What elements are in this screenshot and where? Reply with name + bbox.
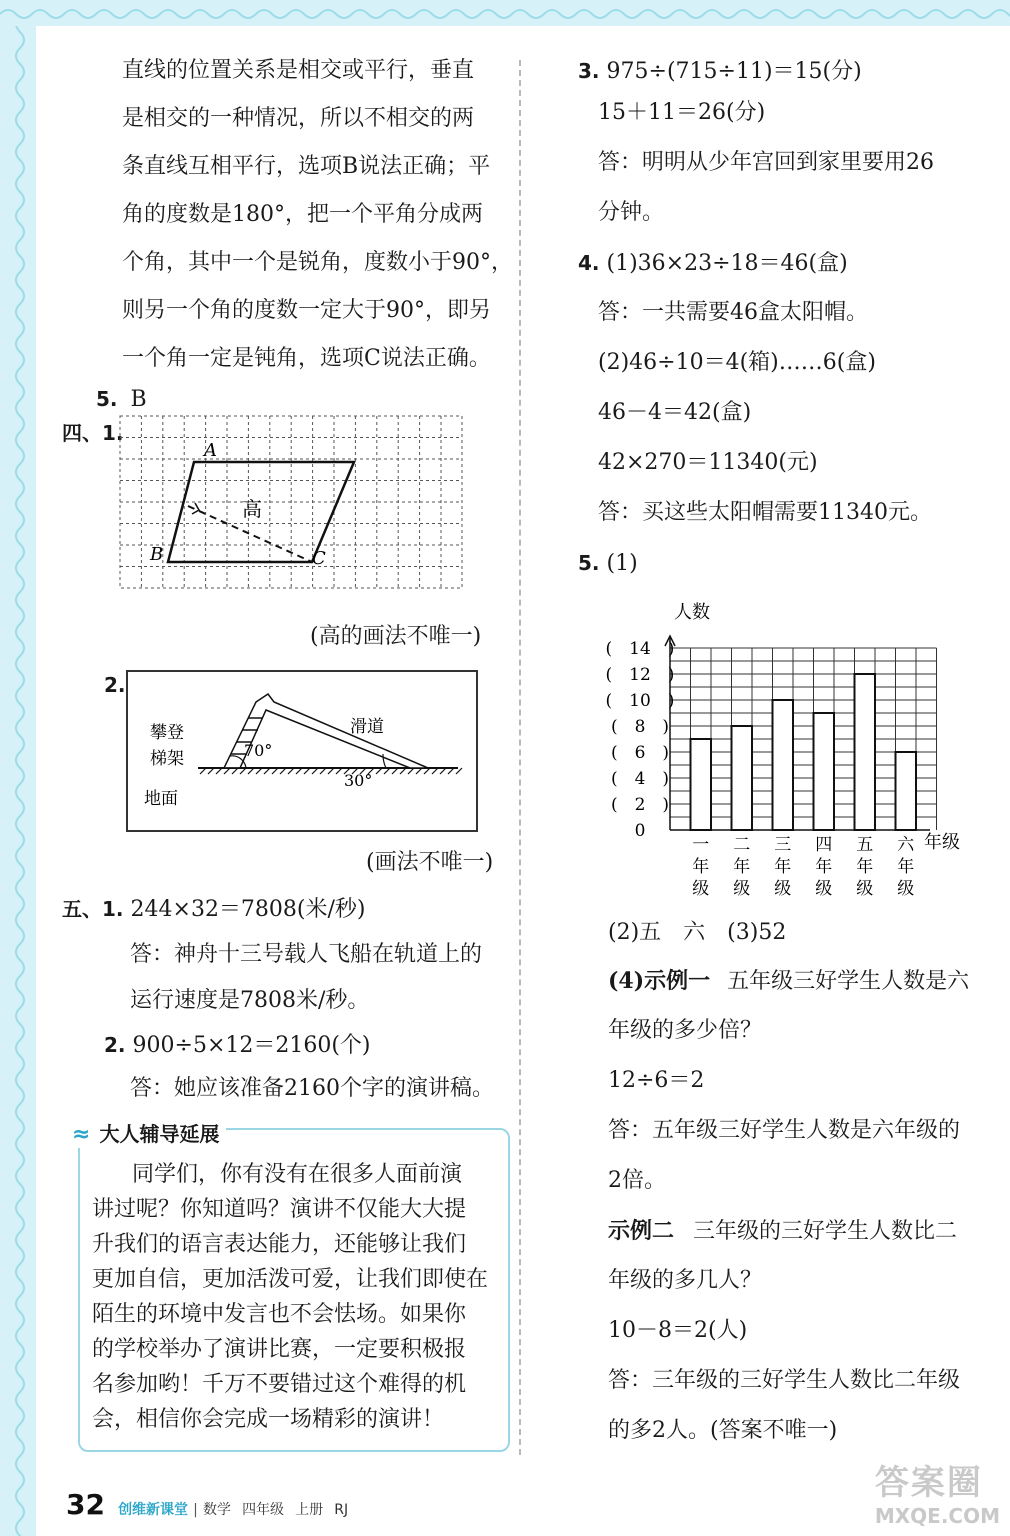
y-tick-label: ( 6 ) — [610, 743, 670, 763]
bar-3 — [773, 700, 794, 830]
answer-line: 答：神舟十三号载人飞船在轨道上的 — [130, 942, 483, 967]
y-tick-label: ( 14 ) — [605, 639, 675, 659]
equation-line: (2)46÷10＝4(箱)……6(盒) — [598, 350, 876, 375]
bar-4 — [814, 713, 835, 830]
ground-label: 地面 — [144, 789, 178, 809]
answer-line: 答：她应该准备2160个字的演讲稿。 — [130, 1076, 494, 1101]
example-text: 三年级的三好学生人数比二 — [693, 1219, 958, 1244]
question-4 — [578, 248, 848, 279]
answer-line: 答：三年级的三好学生人数比二年级 — [608, 1368, 961, 1393]
example-tag: 示例二 — [608, 1218, 675, 1244]
section-5-label: 五、1. — [62, 897, 124, 921]
example-text: 五年级三好学生人数是六 — [727, 969, 970, 994]
bar-2 — [732, 726, 753, 830]
x-tick-label: 年 — [815, 857, 833, 877]
answer-value: B — [130, 387, 147, 412]
section-5-q1 — [62, 894, 366, 925]
x-tick-label: 年 — [774, 857, 792, 877]
x-tick-label: 年 — [733, 857, 751, 877]
x-tick-label: 年 — [692, 857, 710, 877]
question-number: 5. — [578, 551, 600, 575]
text-line: 一个角一定是钝角，选项C说法正确。 — [122, 346, 491, 371]
question-number: 3. — [578, 59, 600, 83]
tip-line: 名参加哟！千万不要错过这个难得的机 — [92, 1372, 467, 1397]
column-divider — [519, 60, 521, 1455]
equation-line: 42×270＝11340(元) — [598, 450, 818, 475]
vertex-c-label: C — [312, 548, 326, 569]
x-tick-label: 级 — [692, 879, 710, 896]
equation: 244×32＝7808(米/秒) — [130, 897, 366, 922]
equation-line: 12÷6＝2 — [608, 1068, 705, 1093]
sub-question-label: (1) — [606, 551, 638, 576]
question-2-number: 2. — [104, 673, 126, 697]
question-5 — [578, 548, 638, 579]
x-tick-label: 一 — [692, 835, 710, 855]
y-tick-label: ( 8 ) — [610, 717, 670, 737]
footer-volume: 上册 — [295, 1502, 324, 1518]
parent-tip-header — [72, 1118, 226, 1148]
brand-name: 创维新课堂 — [118, 1502, 189, 1518]
footer-separator: | — [193, 1502, 198, 1518]
parent-tip-title: 大人辅导延展 — [99, 1122, 220, 1146]
x-tick-label: 六 — [897, 835, 915, 855]
equation: 975÷(715÷11)＝15(分) — [606, 59, 862, 84]
tip-line: 会，相信你会完成一场精彩的演讲！ — [92, 1407, 445, 1432]
answer-line: 运行速度是7808米/秒。 — [130, 988, 370, 1013]
footer-edition: RJ — [334, 1502, 349, 1518]
example-tag: (4)示例一 — [608, 968, 711, 994]
section-5-q2 — [104, 1030, 371, 1061]
text-line: 角的度数是180°，把一个平角分成两 — [122, 202, 483, 227]
answer-line: 答：一共需要46盒太阳帽。 — [598, 300, 868, 325]
footer-subject: 数学 — [202, 1502, 231, 1518]
watermark-url: MXQE.COM — [874, 1504, 1000, 1528]
equation-line: 15＋11＝26(分) — [598, 100, 766, 125]
x-tick-label: 三 — [774, 835, 792, 855]
vertex-b-label: B — [150, 544, 164, 565]
bar-1 — [691, 739, 712, 830]
bar-6 — [896, 752, 917, 830]
page-wavy-border-top — [0, 0, 1010, 26]
tip-line: 陌生的环境中发言也不会怯场。如果你 — [92, 1302, 467, 1327]
tip-line: 的学校举办了演讲比赛，一定要积极报 — [92, 1337, 467, 1362]
example-1 — [608, 966, 969, 997]
text-line: 直线的位置关系是相交或平行，垂直 — [122, 58, 475, 83]
answer-line: 的多2人。(答案不唯一) — [608, 1418, 838, 1443]
x-tick-label: 级 — [733, 879, 751, 896]
angle-70-label: 70° — [244, 741, 273, 760]
slide-label: 滑道 — [350, 717, 384, 737]
text-line: 个角，其中一个是锐角，度数小于90°， — [122, 250, 513, 275]
x-tick-label: 级 — [856, 879, 874, 896]
watermark — [875, 1455, 1000, 1528]
watermark-logo-text: 答案圈 — [874, 1463, 983, 1503]
ladder-label-1: 攀登 — [150, 723, 184, 743]
wave-icon: ≈ — [72, 1122, 91, 1147]
text-line: 是相交的一种情况，所以不相交的两 — [122, 106, 475, 131]
x-tick-label: 五 — [856, 835, 874, 855]
page-wavy-border-left — [0, 0, 36, 1536]
figure1-note: (高的画法不唯一) — [310, 624, 482, 649]
x-tick-label: 四 — [815, 835, 833, 855]
section-4-label: 四、1. — [62, 421, 124, 445]
page-footer — [66, 1488, 348, 1528]
equation: (1)36×23÷18＝46(盒) — [606, 251, 848, 276]
question-3 — [578, 56, 862, 87]
x-tick-label: 级 — [774, 879, 792, 896]
answer-line: 分钟。 — [598, 200, 665, 225]
answer-line: 答：买这些太阳帽需要11340元。 — [598, 500, 932, 525]
figure2-note: (画法不唯一) — [366, 850, 494, 875]
example-2 — [608, 1216, 957, 1247]
tip-line: 升我们的语言表达能力，还能够让我们 — [92, 1232, 467, 1257]
bar-chart — [590, 596, 980, 896]
text-line: 则另一个角的度数一定大于90°，即另 — [122, 298, 491, 323]
equation-line: 46－4＝42(盒) — [598, 400, 752, 425]
answer-line: 答：五年级三好学生人数是六年级的 — [608, 1118, 961, 1143]
x-tick-label: 级 — [815, 879, 833, 896]
y-tick-label: ( 10 ) — [605, 691, 675, 711]
y-tick-label: ( 2 ) — [610, 795, 670, 815]
question-number: 2. — [104, 1033, 126, 1057]
equation: 900÷5×12＝2160(个) — [132, 1033, 371, 1058]
bar-5 — [855, 674, 876, 830]
x-tick-label: 级 — [897, 879, 915, 896]
footer-grade: 四年级 — [242, 1502, 285, 1518]
equation-line: 10－8＝2(人) — [608, 1318, 748, 1343]
text-line: 年级的多少倍？ — [608, 1018, 763, 1043]
y-tick-label: ( 4 ) — [610, 769, 670, 789]
tip-line: 更加自信，更加活泼可爱，让我们即使在 — [92, 1267, 489, 1292]
answer-line: 2倍。 — [608, 1168, 666, 1193]
text-line: 条直线互相平行，选项B说法正确；平 — [122, 154, 491, 179]
question-number: 4. — [578, 251, 600, 275]
parallelogram-figure — [118, 414, 464, 590]
y-tick-label: 0 — [634, 821, 646, 841]
page-number: 32 — [66, 1488, 105, 1521]
y-axis-label: 人数 — [674, 602, 710, 623]
y-tick-label: ( 12 ) — [605, 665, 675, 685]
answer-line: 答：明明从少年宫回到家里要用26 — [598, 150, 934, 175]
angle-30-label: 30° — [344, 771, 373, 790]
text-line: 年级的多几人？ — [608, 1268, 763, 1293]
height-label: 高 — [242, 497, 262, 521]
x-tick-label: 年 — [856, 857, 874, 877]
vertex-a-label: A — [204, 440, 217, 461]
x-tick-label: 年 — [897, 857, 915, 877]
ladder-label-2: 梯架 — [150, 749, 184, 769]
question-number: 5. — [96, 387, 118, 411]
slide-figure — [128, 672, 476, 830]
question-5 — [96, 384, 147, 415]
tip-line: 讲过呢？你知道吗？演讲不仅能大大提 — [92, 1197, 467, 1222]
tip-line: 同学们，你有没有在很多人面前演 — [132, 1162, 463, 1187]
answer-2-3: (2)五 六 (3)52 — [608, 920, 787, 945]
x-axis-label: 年级 — [924, 832, 960, 853]
x-tick-label: 二 — [733, 835, 751, 855]
